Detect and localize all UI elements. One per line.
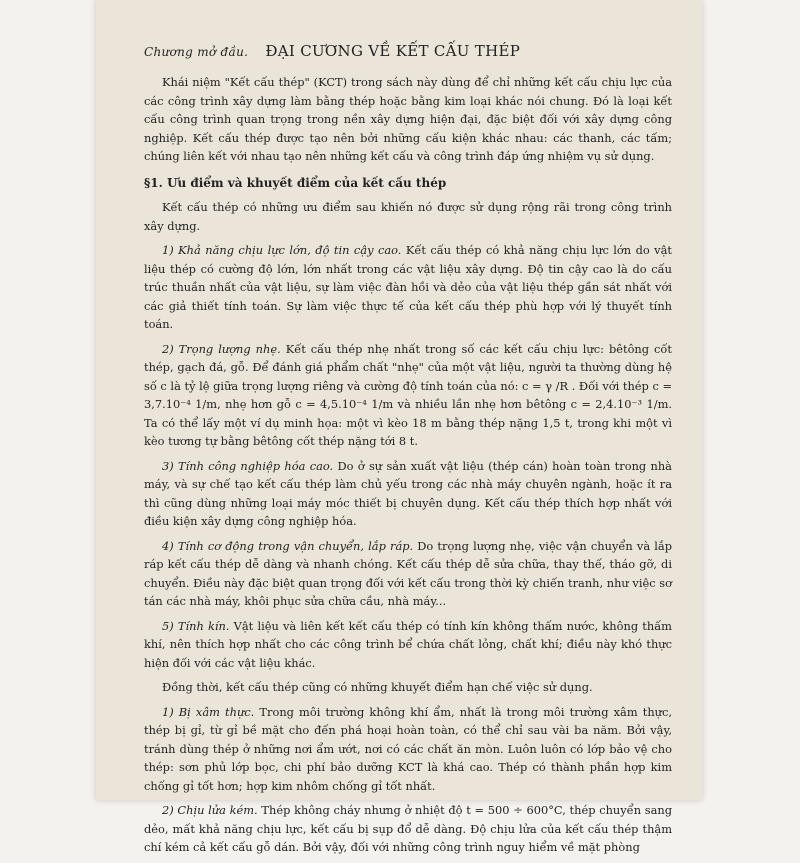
advantage-1-title: 1) Khả năng chịu lực lớn, độ tin cậy cao. bbox=[162, 243, 402, 257]
advantage-5-text: Vật liệu và liên kết kết cấu thép có tính kín không thấm nước, không thấm khí, nên thích hợp nhất cho các công trình bể chứa chất lỏng, chất khí; điều này khó thực hiện đối với các vật liệu khác. bbox=[144, 618, 672, 670]
drawback-2 bbox=[144, 801, 672, 857]
drawback-1 bbox=[144, 703, 672, 796]
drawbacks-lead: Đồng thời, kết cấu thép cũng có những khuyết điểm hạn chế việc sử dụng. bbox=[162, 680, 593, 694]
drawback-2-title: 2) Chịu lửa kém. bbox=[162, 803, 258, 817]
advantage-4-title: 4) Tính cơ động trong vận chuyển, lắp ráp. bbox=[162, 538, 414, 553]
page-content bbox=[144, 40, 672, 863]
advantage-3 bbox=[144, 457, 672, 531]
advantage-5 bbox=[144, 617, 672, 673]
chapter-prefix: Chương mở đầu. bbox=[144, 45, 249, 59]
advantage-2-title: 2) Trọng lượng nhẹ. bbox=[162, 341, 281, 356]
advantage-3-title: 3) Tính công nghiệp hóa cao. bbox=[162, 458, 334, 473]
chapter-title: ĐẠI CƯƠNG VỀ KẾT CẤU THÉP bbox=[265, 42, 521, 60]
chapter-heading bbox=[144, 40, 672, 63]
advantage-5-title: 5) Tính kín. bbox=[162, 618, 230, 633]
advantage-2 bbox=[144, 340, 672, 451]
advantage-4-text: Do trọng lượng nhẹ, việc vận chuyển và lắp ráp kết cấu thép dễ dàng và nhanh chóng. Kết cấu thép dễ sửa chữa, thay thế, tháo gỡ, di chuyển. Điều này đặc biệt quan trọng đối với kết cấu trong thời kỳ chiến tranh, như việc sơ tán các nhà máy, khôi phục sửa chữa cầu, nhà máy... bbox=[144, 538, 672, 608]
advantage-1-text: Kết cấu thép có khả năng chịu lực lớn do vật liệu thép có cường độ lớn, lớn nhất trong các vật liệu xây dựng. Độ tin cậy cao là do cấu trúc thuần nhất của vật liệu, sự làm việc đàn hồi và dẻo của vật liệu thép gần sát nhất với các giả thiết tính toán. Sự làm việc thực tế của kết cấu thép phù hợp với lý thuyết tính toán. bbox=[144, 243, 672, 331]
advantages-lead: Kết cấu thép có những ưu điểm sau khiến nó được sử dụng rộng rãi trong công trình xây dựng. bbox=[144, 200, 672, 233]
drawback-1-text: Trong môi trường không khí ẩm, nhất là trong môi trường xâm thực, thép bị gỉ, từ gỉ bề mặt cho đến phá hoại hoàn toàn, có thể chỉ sau vài ba năm. Bởi vậy, tránh dùng thép ở những nơi ẩm ướt, nơi có các chất ăn mòn. Luôn luôn có lớp bảo vệ cho thép: sơn phủ lớp bọc, chi phí bảo dưỡng KCT là khá cao. Thép có thành phần hợp kim chống gỉ tốt hơn; hợp kim nhôm chống gỉ tốt nhất. bbox=[144, 704, 672, 793]
intro-paragraph: Khái niệm "Kết cấu thép" (KCT) trong sách này dùng để chỉ những kết cấu chịu lực của các công trình xây dựng làm bằng thép hoặc bằng kim loại khác nói chung. Đó là loại kết cấu công trình quan trọng trong nền xây dựng hiện đại, đặc biệt đối với xây dựng công nghiệp. Kết cấu thép được tạo nên bởi những cấu kiện khác nhau: các thanh, các tấm; chúng liên kết với nhau tạo nên những kết cấu và công trình đáp ứng nhiệm vụ sử dụng. bbox=[144, 75, 672, 163]
advantage-1 bbox=[144, 241, 672, 334]
advantage-4 bbox=[144, 537, 672, 611]
advantage-3-text: Do ở sự sản xuất vật liệu (thép cán) hoàn toàn trong nhà máy, và sự chế tạo kết cấu thép làm chủ yếu trong các nhà máy chuyên ngành, hoặc ít ra thì cũng dùng những loại máy móc thiết bị chuyên dụng. Kết cấu thép thích hợp nhất với điều kiện xây dựng công nghiệp hóa. bbox=[144, 458, 672, 528]
drawback-1-title: 1) Bị xâm thực. bbox=[162, 704, 255, 719]
advantage-2-text: Kết cấu thép nhẹ nhất trong số các kết cấu chịu lực: bêtông cốt thép, gạch đá, gỗ. Để đánh giá phẩm chất "nhẹ" của một vật liệu, người ta thường dùng hệ số c là tỷ lệ giữa trọng lượng riêng và cường độ tính toán của nó: c = γ /R . Đối với thép c = 3,7.10⁻⁴ 1/m, nhẹ hơn gỗ c = 4,5.10⁻⁴ 1/m và nhiều lần nhẹ hơn bêtông c = 2,4.10⁻³ 1/m. Ta có thể lấy một ví dụ minh họa: một vì kèo 18 m bằng thép nặng 1,5 t, trong khi một vì kèo tương tự bằng bêtông cốt thép nặng tới 8 t. bbox=[144, 341, 672, 448]
section-heading: §1. Ưu điểm và khuyết điểm của kết cấu thép bbox=[144, 175, 447, 190]
book-page bbox=[96, 0, 702, 854]
drawback-2-text: Thép không cháy nhưng ở nhiệt độ t = 500 ÷ 600°C, thép chuyển sang dẻo, mất khả năng chịu lực, kết cấu bị sụp đổ dễ dàng. Độ chịu lửa của kết cấu thép thậm chí kém cả kết cấu gỗ dán. Bởi vậy, đối với những công trình nguy hiểm về mặt phòng bbox=[144, 803, 672, 854]
